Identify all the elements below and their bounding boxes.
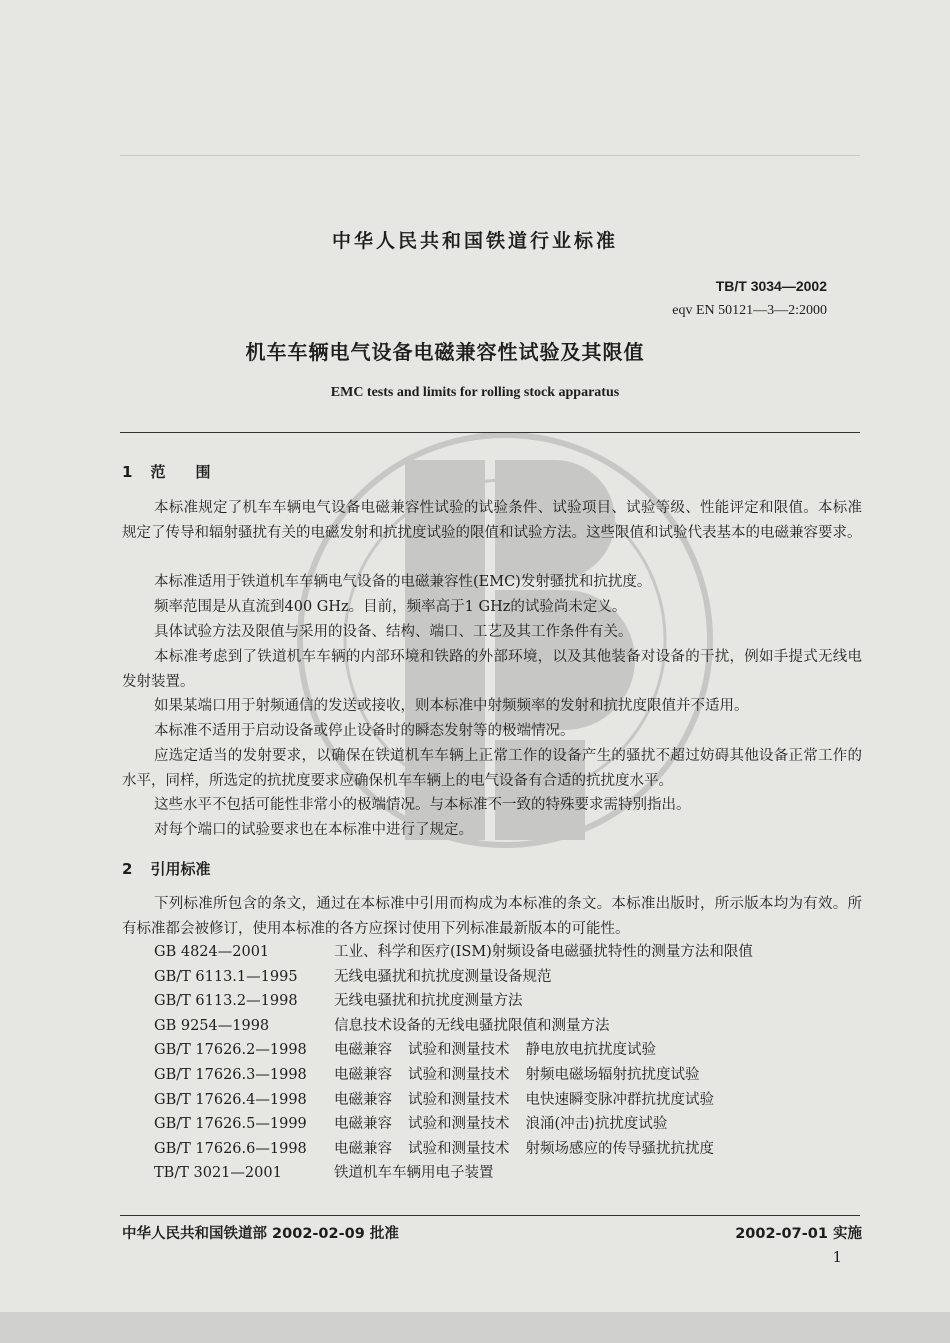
- footer-rule: [120, 1215, 860, 1216]
- reference-row: [154, 989, 769, 1014]
- reference-title-segment: 浪涌(冲击)抗扰度试验: [525, 1116, 668, 1133]
- reference-title-segment: 试验和测量技术: [408, 1042, 510, 1059]
- paragraph: 本标准考虑到了铁道机车车辆的内部环境和铁路的外部环境，以及其他装备对设备的干扰，例如手提式无线电发射装置。: [122, 649, 862, 690]
- reference-title-segment: 无线电骚扰和抗扰度测量设备规范: [334, 968, 552, 985]
- reference-row: [154, 1137, 769, 1162]
- reference-code: GB/T 17626.3—1998: [154, 1066, 307, 1083]
- reference-row: [154, 1161, 769, 1186]
- reference-title: [334, 1088, 730, 1113]
- reference-code: GB/T 17626.2—1998: [154, 1042, 307, 1059]
- reference-title-segment: 无线电骚扰和抗扰度测量方法: [334, 993, 523, 1010]
- reference-title: [334, 940, 769, 965]
- reference-code: GB 9254—1998: [154, 1017, 270, 1034]
- reference-title-segment: 电磁兼容: [334, 1042, 392, 1059]
- paragraph: 本标准规定了机车车辆电气设备电磁兼容性试验的试验条件、试验项目、试验等级、性能评定和限值。本标准规定了传导和辐射骚扰有关的电磁发射和抗扰度试验的限值和试验方法。这些限值和试验代表基本的电磁兼容要求。: [122, 500, 862, 541]
- normative-references-list: [154, 940, 769, 1186]
- reference-title-segment: 试验和测量技术: [408, 1066, 510, 1083]
- section-1-title-b: 围: [195, 463, 211, 481]
- reference-title-segment: 工业、科学和医疗(ISM)射频设备电磁骚扰特性的测量方法和限值: [334, 944, 753, 960]
- reference-code: GB/T 17626.6—1998: [154, 1140, 307, 1157]
- section-2-intro: 下列标准所包含的条文，通过在本标准中引用而构成为本标准的条文。本标准出版时，所示版本均为有效。所有标准都会被修订，使用本标准的各方应探讨使用下列标准最新版本的可能性。: [122, 896, 862, 937]
- reference-title-segment: 铁道机车车辆用电子装置: [334, 1165, 494, 1182]
- section-1-heading: [122, 461, 210, 482]
- reference-title-segment: 电磁兼容: [334, 1091, 392, 1108]
- reference-title-segment: 射频场感应的传导骚扰抗扰度: [525, 1140, 714, 1157]
- reference-row: [154, 1014, 769, 1039]
- paragraph: 本标准不适用于启动设备或停止设备时的瞬态发射等的极端情况。: [154, 723, 575, 739]
- header-rule: [120, 432, 860, 433]
- reference-code: GB/T 6113.1—1995: [154, 968, 298, 985]
- section-1-number: 1: [122, 463, 133, 481]
- paragraph: 如果某端口用于射频通信的发送或接收，则本标准中射频频率的发射和抗扰度限值并不适用。: [154, 698, 749, 714]
- reference-row: [154, 1088, 769, 1113]
- approval-date: 中华人民共和国铁道部 2002-02-09 批准: [122, 1226, 399, 1242]
- reference-row: [154, 1038, 769, 1063]
- reference-title-segment: 电磁兼容: [334, 1140, 392, 1157]
- section-2-heading: [122, 858, 210, 879]
- scan-border: [0, 1312, 950, 1343]
- reference-title-segment: 试验和测量技术: [408, 1091, 510, 1108]
- reference-code: GB 4824—2001: [154, 944, 270, 960]
- reference-row: [154, 1112, 769, 1137]
- reference-row: [154, 940, 769, 965]
- document-title-en: EMC tests and limits for rolling stock apparatus: [330, 385, 620, 400]
- paragraph: 应选定适当的发射要求，以确保在铁道机车车辆上正常工作的设备产生的骚扰不超过妨碍其他设备正常工作的水平，同样，所选定的抗扰度要求应确保机车车辆上的电气设备有合适的抗扰度水平。: [122, 748, 862, 789]
- section-2-number: 2: [122, 860, 133, 878]
- document-title-cn: 机车车辆电气设备电磁兼容性试验及其限值: [245, 340, 645, 364]
- paragraph: 对每个端口的试验要求也在本标准中进行了规定。: [154, 822, 473, 838]
- section-1-title-a: 范: [150, 463, 166, 481]
- reference-title: [334, 965, 568, 990]
- standard-number: TB/T 3034—2002: [715, 278, 827, 294]
- reference-title-segment: 电磁兼容: [334, 1066, 392, 1083]
- reference-title: [334, 1014, 626, 1039]
- equivalent-standard: eqv EN 50121—3—2:2000: [672, 303, 827, 318]
- reference-code: GB/T 6113.2—1998: [154, 993, 298, 1010]
- paragraph: 频率范围是从直流到400 GHz。目前，频率高于1 GHz的试验尚未定义。: [154, 599, 627, 615]
- reference-title: [334, 1161, 510, 1186]
- reference-title-segment: 试验和测量技术: [408, 1116, 510, 1133]
- paragraph: 具体试验方法及限值与采用的设备、结构、端口、工艺及其工作条件有关。: [154, 624, 633, 640]
- reference-title: [334, 1038, 672, 1063]
- implementation-date: 2002-07-01 实施: [735, 1226, 862, 1242]
- reference-row: [154, 965, 769, 990]
- reference-title: [334, 1137, 730, 1162]
- reference-row: [154, 1063, 769, 1088]
- paragraph: 本标准适用于铁道机车车辆电气设备的电磁兼容性(EMC)发射骚扰和抗扰度。: [154, 574, 652, 590]
- reference-title: [334, 989, 539, 1014]
- page-number: 1: [832, 1248, 842, 1266]
- reference-title: [334, 1112, 683, 1137]
- reference-code: GB/T 17626.4—1998: [154, 1091, 307, 1108]
- reference-title-segment: 静电放电抗扰度试验: [525, 1042, 656, 1059]
- reference-title: [334, 1063, 716, 1088]
- bleed-through-line: [120, 155, 860, 156]
- section-2-title: 引用标准: [150, 860, 211, 878]
- reference-title-segment: 信息技术设备的无线电骚扰限值和测量方法: [334, 1017, 610, 1034]
- industry-standard-title: 中华人民共和国铁道行业标准: [331, 230, 618, 252]
- reference-title-segment: 射频电磁场辐射抗扰度试验: [525, 1066, 700, 1083]
- reference-code: GB/T 17626.5—1999: [154, 1116, 307, 1133]
- reference-title-segment: 电磁兼容: [334, 1116, 392, 1133]
- reference-title-segment: 试验和测量技术: [408, 1140, 510, 1157]
- reference-title-segment: 电快速瞬变脉冲群抗扰度试验: [525, 1091, 714, 1108]
- reference-code: TB/T 3021—2001: [154, 1165, 282, 1182]
- paragraph: 这些水平不包括可能性非常小的极端情况。与本标准不一致的特殊要求需特别指出。: [154, 797, 691, 813]
